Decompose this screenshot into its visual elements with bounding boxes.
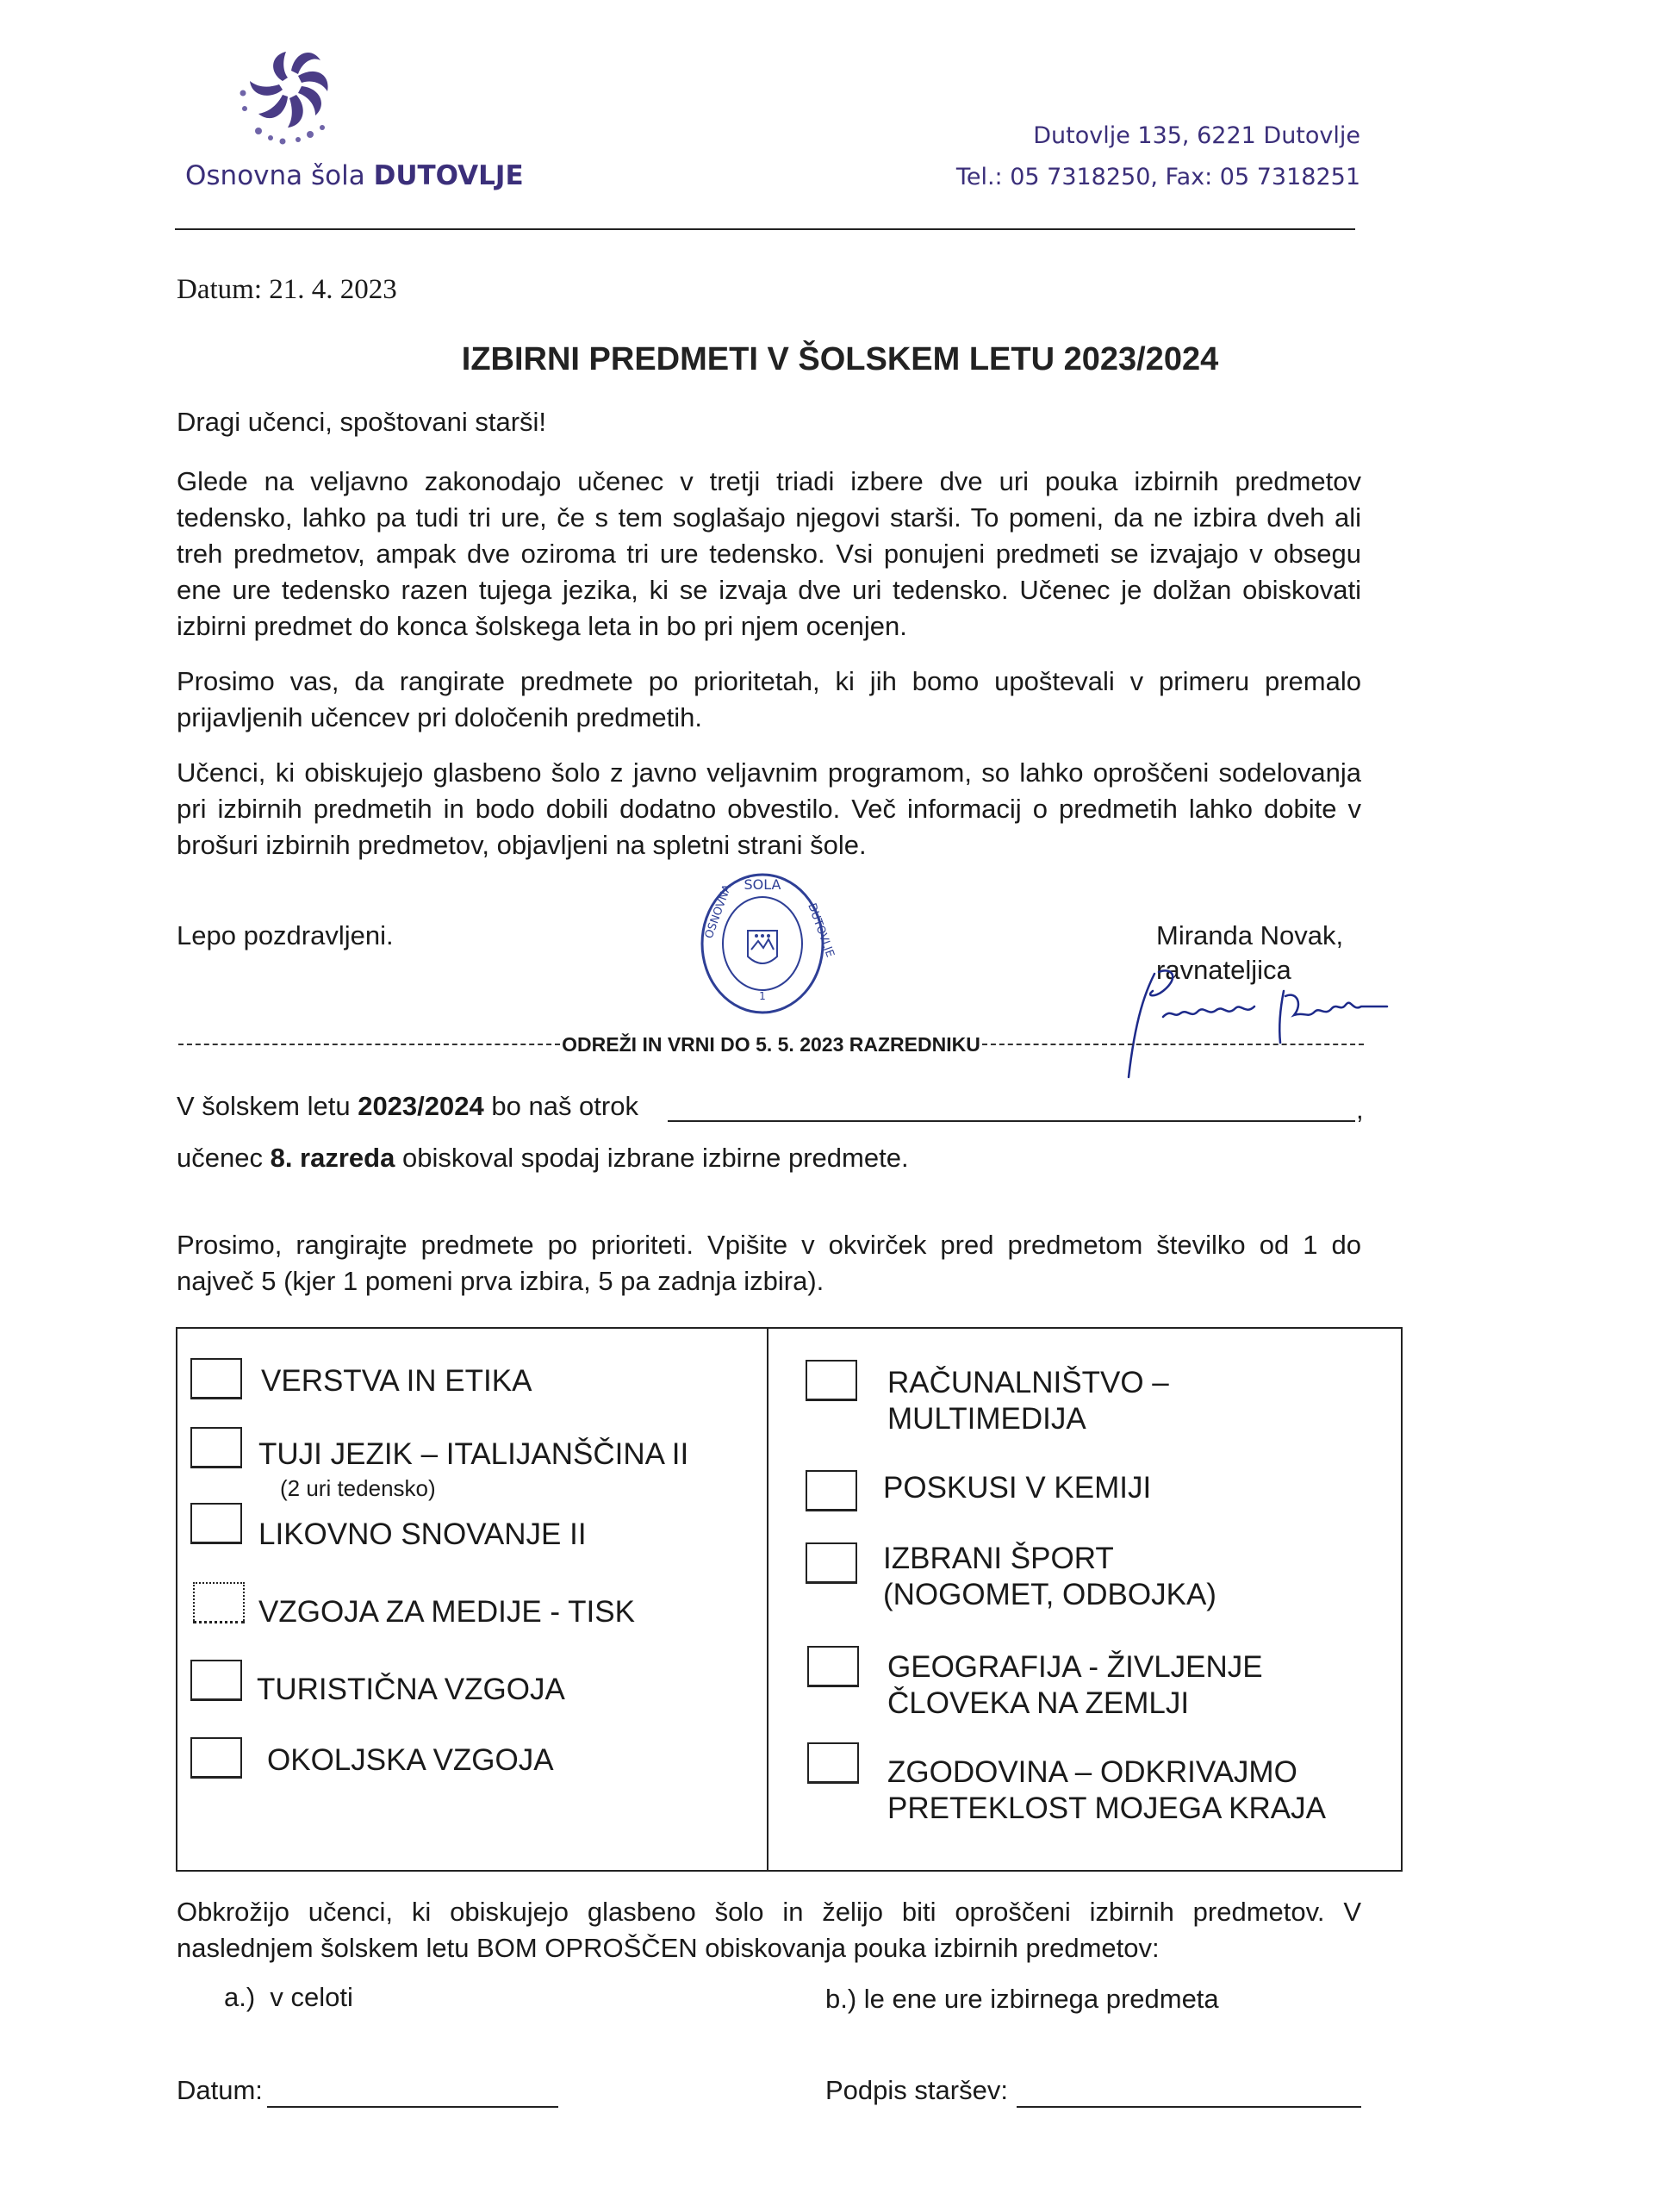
school-name-bold: DUTOVLJE: [373, 160, 524, 191]
svg-text:ŠOLA: ŠOLA: [744, 876, 781, 893]
music-school-text: Obkrožijo učenci, ki obiskujejo glasbeno šolo in želijo biti oproščeni izbirnih predmetov. V naslednjem šolskem letu BOM OPROŠČEN obiskovanja pouka izbirnih predmetov:: [177, 1897, 1361, 1963]
document-title: IZBIRNI PREDMETI V ŠOLSKEM LETU 2023/2024: [461, 341, 1219, 377]
subject-turisticna: TURISTIČNA VZGOJA: [257, 1673, 565, 1706]
form-line-1: [177, 1091, 638, 1122]
subject-sport-line1: IZBRANI ŠPORT: [883, 1542, 1114, 1575]
school-name: [185, 160, 524, 191]
subject-verstva: VERSTVA IN ETIKA: [261, 1364, 532, 1398]
subject-racunalnistvo-line2: MULTIMEDIJA: [887, 1402, 1086, 1436]
school-logo: [233, 45, 353, 153]
form-line-1-year: 2023/2024: [358, 1091, 484, 1121]
svg-text:DUTOVLJE: DUTOVLJE: [805, 901, 837, 960]
subject-sport: [883, 1541, 1216, 1613]
rank-box-turisticna[interactable]: [190, 1660, 242, 1701]
rank-box-mediji[interactable]: [193, 1582, 245, 1623]
rank-box-sport[interactable]: [806, 1542, 857, 1584]
subject-italijanscina-note: (2 uri tedensko): [280, 1475, 436, 1501]
subject-racunalnistvo: [887, 1365, 1169, 1437]
subject-zgodovina-line2: PRETEKLOST MOJEGA KRAJA: [887, 1792, 1326, 1825]
greeting: Dragi učenci, spoštovani starši!: [177, 407, 547, 437]
subject-geografija-line2: ČLOVEKA NA ZEMLJI: [887, 1686, 1190, 1720]
form-line-2-suffix: obiskoval spodaj izbrane izbirne predmete.: [395, 1143, 909, 1173]
subject-kemija: POSKUSI V KEMIJI: [883, 1471, 1152, 1505]
paragraph-rules: Glede na veljavno zakonodajo učenec v tretji triadi izbere dve uri pouka izbirnih predmetov tedensko, lahko pa tudi tri ure, če s tem soglašajo njegovi starši. To pomeni, da ne izbira dveh ali treh predmetov, ampak dve oziroma tri ure tedensko. Vsi ponujeni predmeti se izvajajo v obsegu ene ure tedensko razen tujega jezika, ki se izvaja dve uri tedensko. Učenec je dolžan obiskovati izbirni predmet do konca šolskega leta in bo pri njem ocenjen.: [177, 466, 1361, 641]
option-a[interactable]: a.) v celoti: [224, 1982, 353, 2012]
paragraph-music-school: Učenci, ki obiskujejo glasbeno šolo z javno veljavnim programom, so lahko oproščeni sodelovanja pri izbirnih predmetih in bodo dobili dodatno obvestilo. Več informacij o predmetih lahko dobite v brošuri izbirnih predmetov, objavljeni na spletni strani šole.: [177, 757, 1361, 860]
form-line-1-prefix: V šolskem letu: [177, 1091, 358, 1121]
subject-okoljska: OKOLJSKA VZGOJA: [267, 1743, 554, 1777]
form-line-2: [177, 1143, 909, 1174]
subject-geografija: [887, 1649, 1263, 1722]
subject-likovno: LIKOVNO SNOVANJE II: [258, 1517, 587, 1551]
rank-box-racunalnistvo[interactable]: [806, 1360, 857, 1401]
document-date: Datum: 21. 4. 2023: [177, 274, 397, 305]
school-stamp: [698, 870, 837, 1017]
subjects-table-divider: [767, 1327, 768, 1872]
header-divider: [175, 228, 1355, 230]
signatory-role: ravnateljica: [1156, 955, 1291, 985]
form-line-1-comma: ,: [1356, 1094, 1364, 1125]
rank-box-geografija[interactable]: [807, 1646, 859, 1687]
subject-zgodovina: [887, 1754, 1326, 1827]
rank-box-okoljska[interactable]: [190, 1737, 242, 1779]
footer-signature-label: Podpis staršev:: [825, 2075, 1008, 2105]
cut-line-dashes-left: [178, 1044, 560, 1045]
school-contact: Tel.: 05 7318250, Fax: 05 7318251: [955, 164, 1360, 190]
form-line-2-prefix: učenec: [177, 1143, 271, 1173]
subject-geografija-line1: GEOGRAFIJA - ŽIVLJENJE: [887, 1650, 1263, 1684]
paragraph-ranking: Prosimo vas, da rangirate predmete po prioritetah, ki jih bomo upoštevali v primeru premalo prijavljenih učencev pri določenih predmetih.: [177, 666, 1361, 732]
closing: Lepo pozdravljeni.: [177, 920, 394, 950]
rank-box-kemija[interactable]: [806, 1470, 857, 1511]
form-line-2-grade: 8. razreda: [270, 1143, 395, 1173]
rank-box-zgodovina[interactable]: [807, 1742, 859, 1784]
ranking-instructions: Prosimo, rangirajte predmete po prioriteti. Vpišite v okvirček pred predmetom številko od 1 do največ 5 (kjer 1 pomeni prva izbira, 5 pa zadnja izbira).: [177, 1230, 1361, 1296]
cut-line-dashes-right: [982, 1044, 1364, 1045]
subject-racunalnistvo-line1: RAČUNALNIŠTVO –: [887, 1366, 1169, 1399]
subject-italijanscina: TUJI JEZIK – ITALIJANŠČINA II: [258, 1437, 689, 1471]
school-address: Dutovlje 135, 6221 Dutovlje: [1033, 122, 1360, 149]
cut-line: [178, 1032, 1364, 1056]
rank-box-likovno[interactable]: [190, 1503, 242, 1544]
svg-text:1: 1: [759, 990, 766, 1002]
signatory-name: Miranda Novak,: [1156, 920, 1344, 950]
rank-box-italijanscina[interactable]: [190, 1427, 242, 1468]
svg-text:OSNOVNA: OSNOVNA: [702, 882, 735, 941]
footer-signature-field[interactable]: [1017, 2106, 1361, 2108]
subject-sport-line2: (NOGOMET, ODBOJKA): [883, 1578, 1216, 1611]
form-line-1-suffix: bo naš otrok: [483, 1091, 638, 1121]
rank-box-verstva[interactable]: [190, 1358, 242, 1399]
subject-zgodovina-line1: ZGODOVINA – ODKRIVAJMO: [887, 1755, 1297, 1789]
school-name-prefix: Osnovna šola: [185, 160, 365, 191]
footer-date-field[interactable]: [267, 2106, 558, 2108]
cut-line-label: ODREŽI IN VRNI DO 5. 5. 2023 RAZREDNIKU: [562, 1032, 980, 1056]
child-name-field[interactable]: [668, 1120, 1355, 1122]
subject-mediji: VZGOJA ZA MEDIJE - TISK: [258, 1595, 635, 1629]
option-b[interactable]: b.) le ene ure izbirnega predmeta: [825, 1984, 1219, 2014]
principal-signature: [1111, 957, 1422, 1086]
footer-date-label: Datum:: [177, 2075, 263, 2105]
